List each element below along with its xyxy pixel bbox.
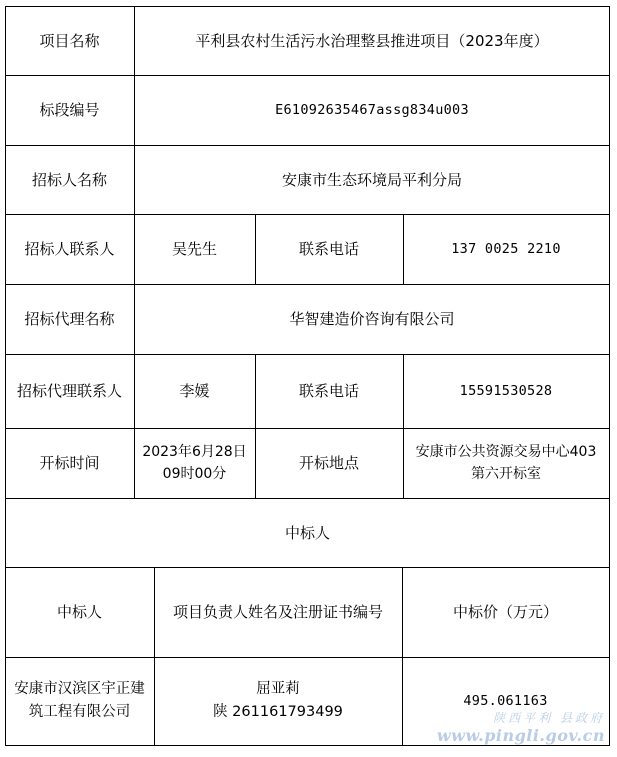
- header-winner-company: 中标人: [56, 603, 102, 621]
- value-opening-time: 2023年6月28日 09时00分: [142, 444, 247, 482]
- label-project-name: 项目名称: [39, 32, 100, 50]
- label-agency-phone: 联系电话: [298, 382, 359, 400]
- label-tenderer-phone: 联系电话: [298, 240, 359, 258]
- value-tenderer-name: 安康市生态环境局平利分局: [281, 171, 462, 189]
- value-tenderer-phone: 137 0025 2210: [451, 241, 561, 257]
- winner-price: 495.061163: [463, 693, 548, 709]
- value-agency-contact: 李媛: [179, 382, 210, 400]
- label-agency-name: 招标代理名称: [24, 310, 115, 328]
- label-agency-contact: 招标代理联系人: [16, 382, 122, 400]
- value-section-number: E61092635467assg834u003: [275, 102, 469, 118]
- watermark-text: 陕西平利 县政府: [493, 711, 605, 725]
- site-watermark: [437, 709, 605, 745]
- value-agency-phone: 15591530528: [459, 383, 553, 399]
- value-project-name: 平利县农村生活污水治理整县推进项目（2023年度）: [195, 32, 549, 50]
- watermark-url: www.pingli.gov.cn: [436, 726, 605, 745]
- winner-company: 安康市汉滨区宇正建 筑工程有限公司: [14, 681, 145, 720]
- value-opening-place: 安康市公共资源交易中心403 第六开标室: [415, 444, 597, 482]
- winner-manager: 屈亚莉 陕 261161793499: [213, 681, 343, 720]
- label-opening-time: 开标时间: [39, 454, 100, 472]
- label-opening-place: 开标地点: [298, 454, 359, 472]
- value-tenderer-contact: 吴先生: [171, 240, 217, 258]
- label-section-number: 标段编号: [39, 101, 100, 119]
- value-agency-name: 华智建造价咨询有限公司: [289, 310, 455, 328]
- header-winning-price: 中标价（万元）: [452, 603, 558, 621]
- header-project-manager: 项目负责人姓名及注册证书编号: [172, 603, 383, 621]
- table-border-bottom: [5, 745, 610, 746]
- label-tenderer-name: 招标人名称: [31, 171, 107, 189]
- label-tenderer-contact: 招标人联系人: [24, 240, 115, 258]
- winner-section-title: 中标人: [284, 523, 330, 542]
